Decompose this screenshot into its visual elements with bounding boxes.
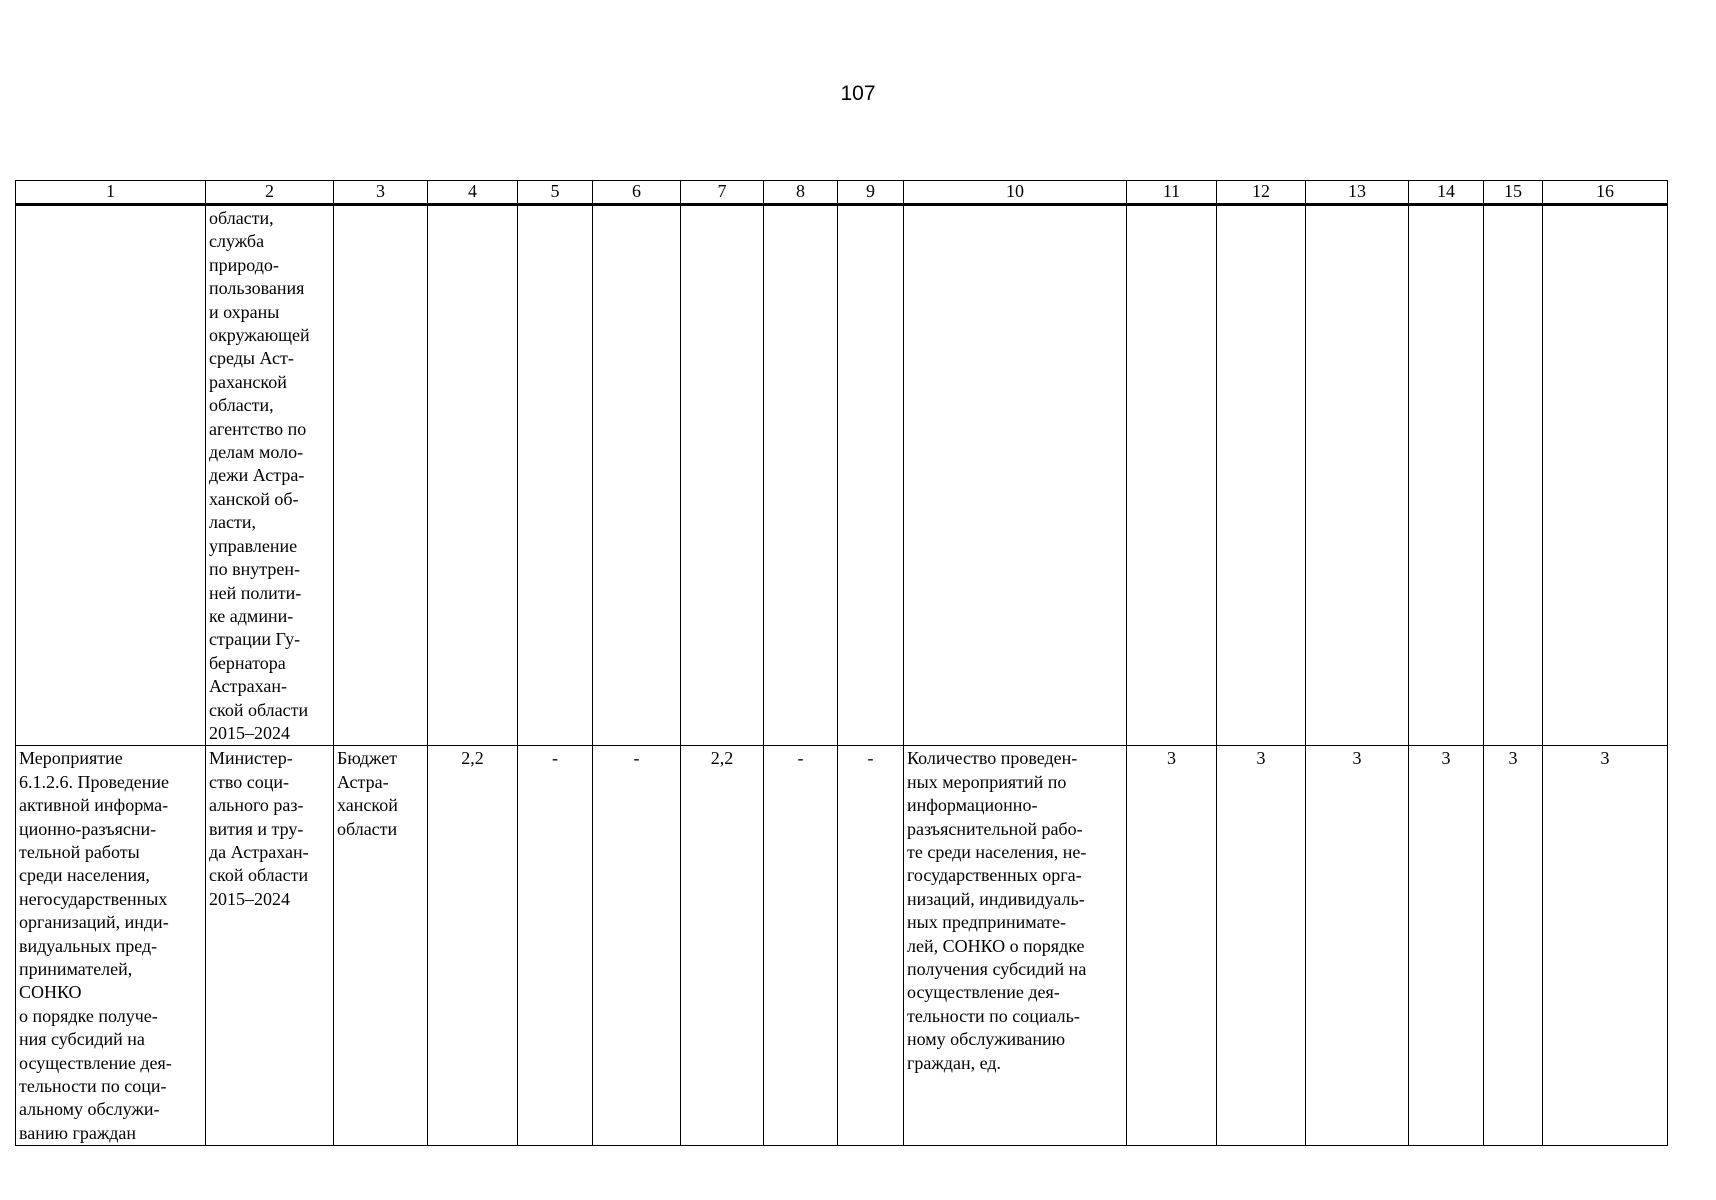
column-header-11: 11 [1127, 181, 1217, 205]
table-cell-indicator: Количество проведен- ных мероприятий по информационно- разъяснительной рабо- те среди населения, не- государственных орга- низаций, индивидуаль- ных предпринимате- лей, СОНКО о порядке получения субсидий на осуществление дея- тельности по социаль- ному обслуживанию граждан, ед. [904, 746, 1127, 1146]
column-header-14: 14 [1409, 181, 1484, 205]
column-header-12: 12 [1217, 181, 1306, 205]
table-cell [904, 205, 1127, 746]
table-cell-activity: Мероприятие 6.1.2.6. Проведение активной информа- ционно-разъясни- тельной работы среди населения, негосударственных организаций, инди- видуальных пред- принимателей, СОНКО о порядке получе- ния субсидий на осуществление дея- тельности по соци- альному обслужи- ванию граждан [16, 746, 206, 1146]
table-cell [16, 205, 206, 746]
table-cell [1217, 205, 1306, 746]
header-row [16, 181, 1668, 205]
table-cell [1127, 205, 1217, 746]
table-cell-executors: области, служба природо- пользования и охраны окружающей среды Аст- раханской области, агентство по делам моло- дежи Астра- ханской об- ласти, управление по внутрен- ней полити- ке админи- страции Гу- бернатора Астрахан- ской области 2015–2024 [206, 205, 334, 746]
column-header-10: 10 [904, 181, 1127, 205]
table-cell-funding-source: Бюджет Астра- ханской области [334, 746, 428, 1146]
column-header-3: 3 [334, 181, 428, 205]
table-cell [428, 205, 518, 746]
table-cell [1484, 205, 1543, 746]
column-header-15: 15 [1484, 181, 1543, 205]
column-header-1: 1 [16, 181, 206, 205]
table-cell [334, 205, 428, 746]
table-cell-value: - [764, 746, 838, 1146]
column-header-4: 4 [428, 181, 518, 205]
table-cell-value: 2,2 [681, 746, 764, 1146]
column-header-16: 16 [1543, 181, 1668, 205]
table-cell-value: 2,2 [428, 746, 518, 1146]
table-cell-value: - [518, 746, 593, 1146]
table-cell-value: 3 [1484, 746, 1543, 1146]
table-cell [1306, 205, 1409, 746]
table-cell-value: 3 [1217, 746, 1306, 1146]
table-cell-executors: Министер- ство соци- ального раз- вития и тру- да Астрахан- ской области 2015–2024 [206, 746, 334, 1146]
table-cell [518, 205, 593, 746]
page-number: 107 [840, 82, 876, 105]
table-cell [838, 205, 904, 746]
table-cell-value: 3 [1127, 746, 1217, 1146]
table-cell-value: - [593, 746, 681, 1146]
table-cell [764, 205, 838, 746]
column-header-6: 6 [593, 181, 681, 205]
column-header-7: 7 [681, 181, 764, 205]
table-cell-value: 3 [1543, 746, 1668, 1146]
table-row [16, 746, 1668, 1146]
column-header-2: 2 [206, 181, 334, 205]
column-header-13: 13 [1306, 181, 1409, 205]
table-cell [593, 205, 681, 746]
table-cell-value: 3 [1306, 746, 1409, 1146]
table-cell [681, 205, 764, 746]
document-table [15, 180, 1668, 1146]
table-cell [1409, 205, 1484, 746]
column-header-5: 5 [518, 181, 593, 205]
column-header-8: 8 [764, 181, 838, 205]
table-cell-value: 3 [1409, 746, 1484, 1146]
table-cell [1543, 205, 1668, 746]
table-row [16, 205, 1668, 746]
column-header-9: 9 [838, 181, 904, 205]
table-cell-value: - [838, 746, 904, 1146]
